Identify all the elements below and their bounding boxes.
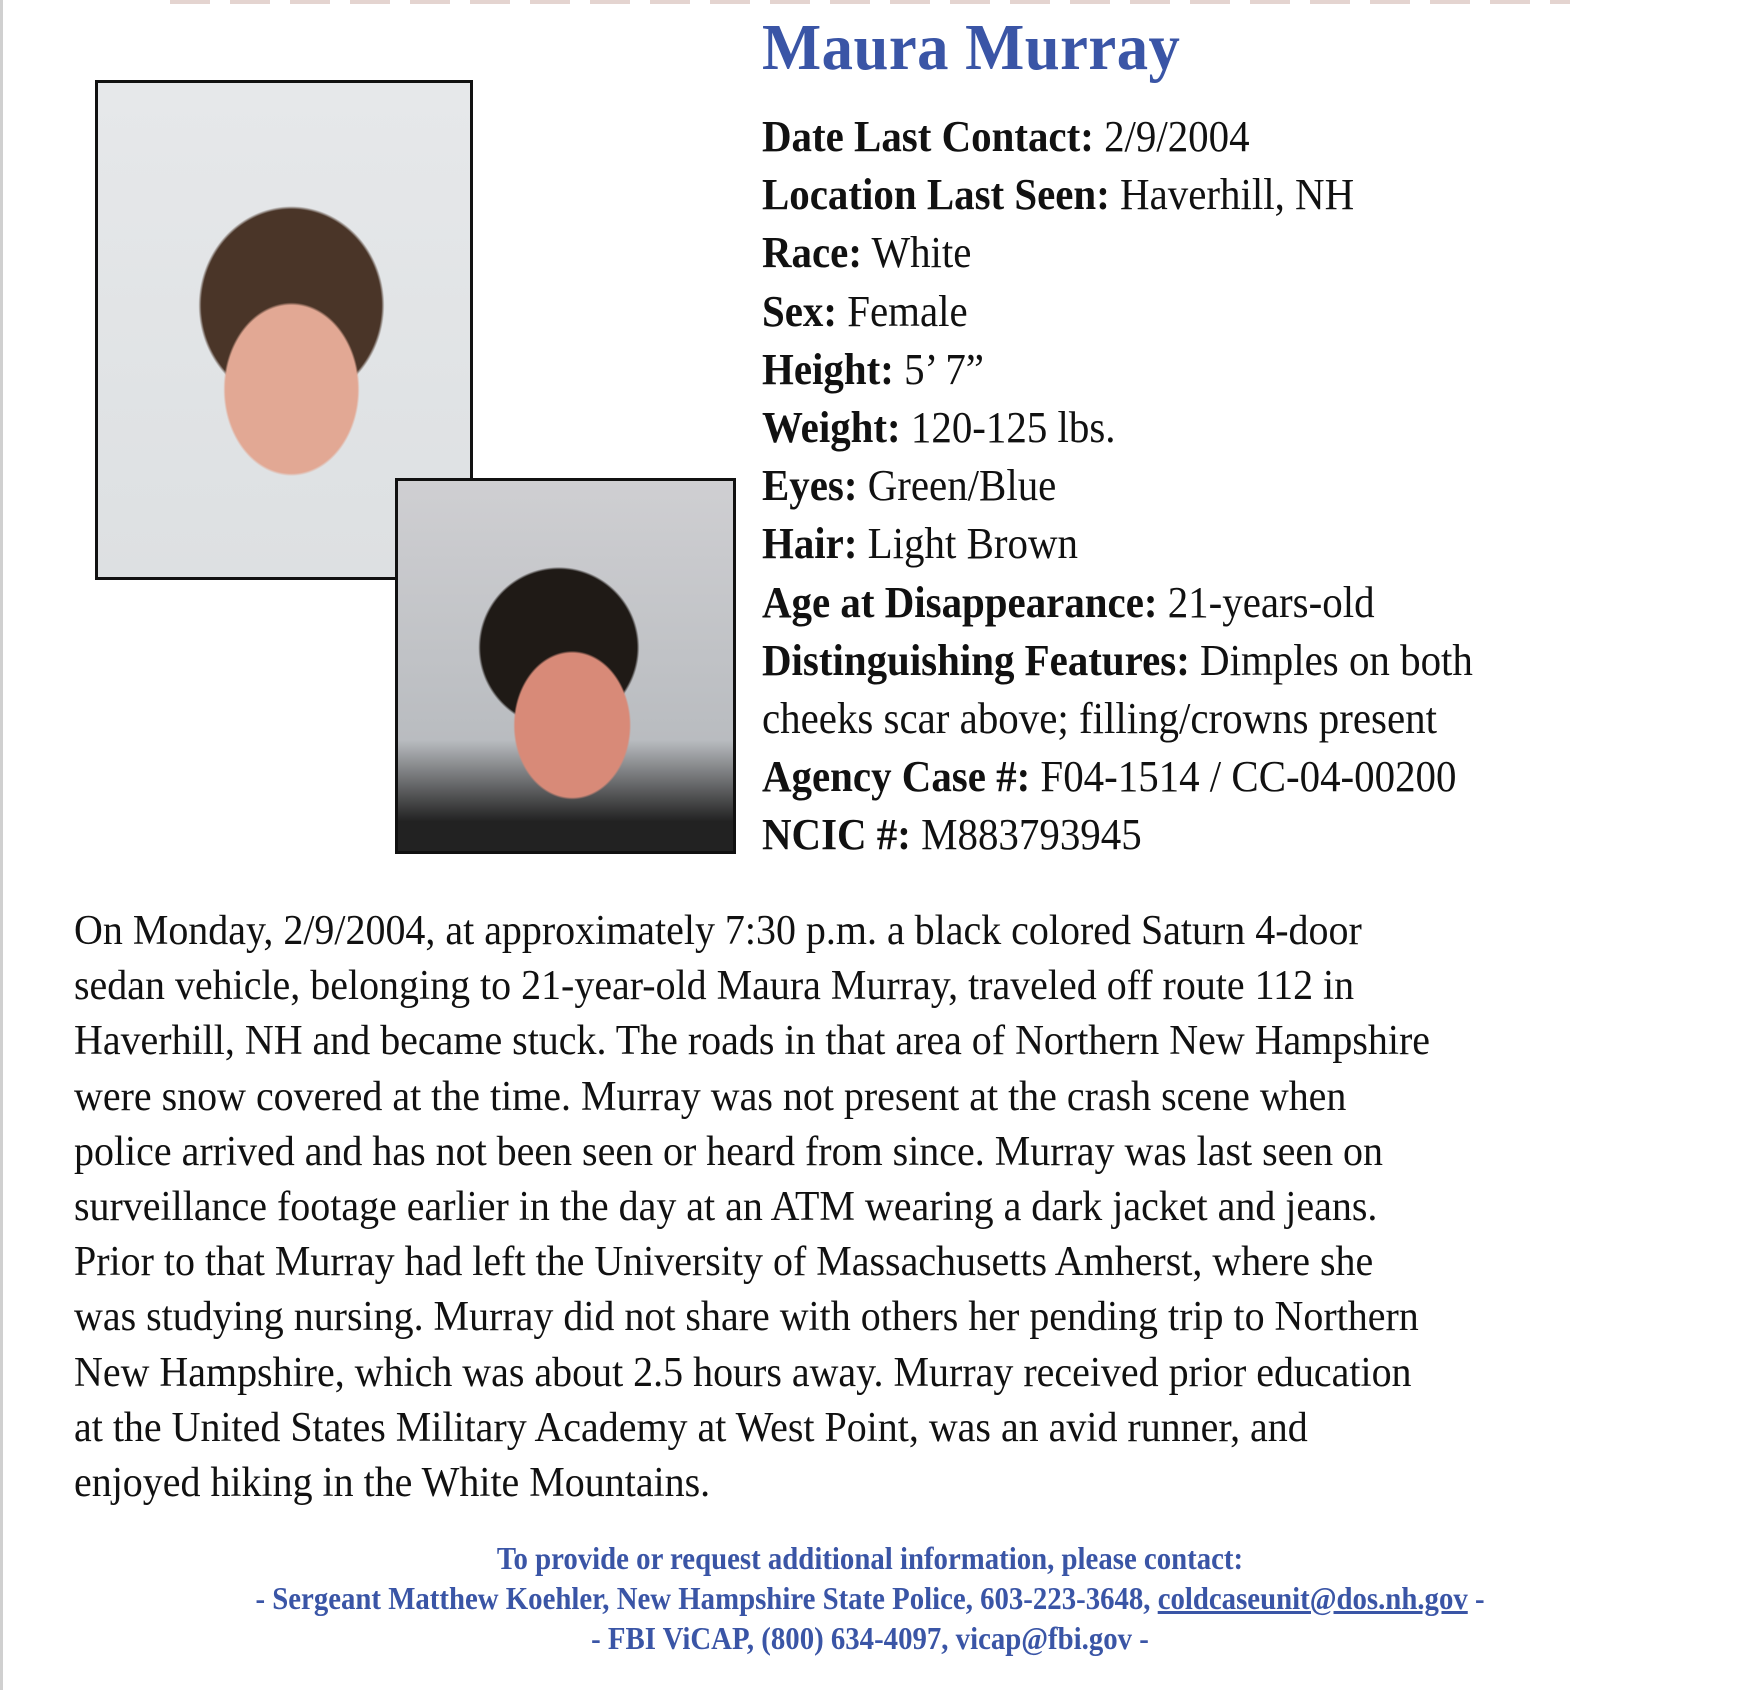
- fact-value: Green/Blue: [867, 461, 1057, 511]
- fact-agency-case-number: [762, 748, 1646, 806]
- clipped-header-strip: [170, 0, 1570, 4]
- narrative-line: enjoyed hiking in the White Mountains.: [74, 1459, 711, 1507]
- fact-label: Hair:: [762, 519, 858, 569]
- narrative-line: at the United States Military Academy at West Point, was an avid runner, and: [74, 1403, 1308, 1451]
- fact-label: Age at Disappearance:: [762, 577, 1158, 627]
- fact-value: Haverhill, NH: [1120, 170, 1355, 220]
- fact-label: Sex:: [762, 286, 838, 336]
- narrative-line: Prior to that Murray had left the University of Massachusetts Amherst, where she: [74, 1238, 1374, 1286]
- case-narrative: [74, 903, 1664, 1510]
- contact-nhsp-suffix: -: [1467, 1580, 1485, 1616]
- narrative-line: surveillance footage earlier in the day at an ATM wearing a dark jacket and jeans.: [74, 1183, 1378, 1231]
- fact-label: Distinguishing Features:: [762, 635, 1190, 685]
- narrative-line: were snow covered at the time. Murray was not present at the crash scene when: [74, 1072, 1347, 1120]
- fact-value: 21-years-old: [1167, 577, 1375, 627]
- fact-value: 120-125 lbs.: [910, 403, 1116, 453]
- fact-label: Height:: [762, 344, 894, 394]
- fact-eyes: [762, 457, 1646, 515]
- page-title: Maura Murray: [762, 11, 1181, 84]
- fact-age-at-disappearance: [762, 574, 1646, 632]
- fact-label: Agency Case #:: [762, 752, 1031, 802]
- contact-fbi-vicap: - FBI ViCAP, (800) 634-4097, vicap@fbi.gov -: [591, 1620, 1149, 1656]
- fact-value: 5’ 7”: [904, 344, 984, 394]
- fact-height: [762, 341, 1646, 399]
- fact-distinguishing-features: [762, 632, 1571, 748]
- fact-value: White: [871, 228, 972, 278]
- fact-value: M883793945: [921, 810, 1142, 860]
- fact-label: NCIC #:: [762, 810, 911, 860]
- fact-label: Date Last Contact:: [762, 112, 1094, 161]
- fact-value: F04-1514 / CC-04-00200: [1040, 752, 1457, 802]
- narrative-line: New Hampshire, which was about 2.5 hours away. Murray received prior education: [74, 1348, 1412, 1396]
- fact-location-last-seen: [762, 166, 1646, 224]
- fact-value: Female: [847, 286, 968, 336]
- fact-hair: [762, 515, 1646, 573]
- narrative-line: sedan vehicle, belonging to 21-year-old Maura Murray, traveled off route 112 in: [74, 962, 1355, 1010]
- narrative-line: was studying nursing. Murray did not share with others her pending trip to Northern: [74, 1293, 1419, 1341]
- contact-nhsp-text: - Sergeant Matthew Koehler, New Hampshire State Police, 603-223-3648,: [255, 1580, 1158, 1616]
- page-left-border: [0, 0, 3, 1690]
- coldcase-email-link[interactable]: coldcaseunit@dos.nh.gov: [1157, 1580, 1468, 1616]
- narrative-line: On Monday, 2/9/2004, at approximately 7:30 p.m. a black colored Saturn 4-door: [74, 907, 1362, 954]
- fact-ncic-number: [762, 806, 1646, 864]
- contact-section: [0, 1538, 1740, 1658]
- fact-value: Dimples on both cheeks scar above; filling/crowns present: [762, 635, 1473, 744]
- contact-nh-state-police: [87, 1578, 1653, 1618]
- fact-sex: [762, 283, 1646, 341]
- facts-list: [762, 108, 1712, 865]
- narrative-line: Haverhill, NH and became stuck. The roads in that area of Northern New Hampshire: [74, 1017, 1430, 1065]
- fact-weight: [762, 399, 1646, 457]
- fact-label: Location Last Seen:: [762, 170, 1110, 220]
- fact-label: Race:: [762, 228, 862, 278]
- fact-label: Weight:: [762, 403, 901, 453]
- fact-date-last-contact: [762, 108, 1646, 166]
- photo-secondary: [395, 478, 736, 854]
- fact-race: [762, 224, 1646, 282]
- narrative-line: police arrived and has not been seen or heard from since. Murray was last seen on: [74, 1127, 1384, 1175]
- fact-value: Light Brown: [867, 519, 1078, 569]
- fact-value: 2/9/2004: [1104, 112, 1250, 161]
- fact-label: Eyes:: [762, 461, 858, 511]
- contact-heading: To provide or request additional information, please contact:: [496, 1540, 1244, 1576]
